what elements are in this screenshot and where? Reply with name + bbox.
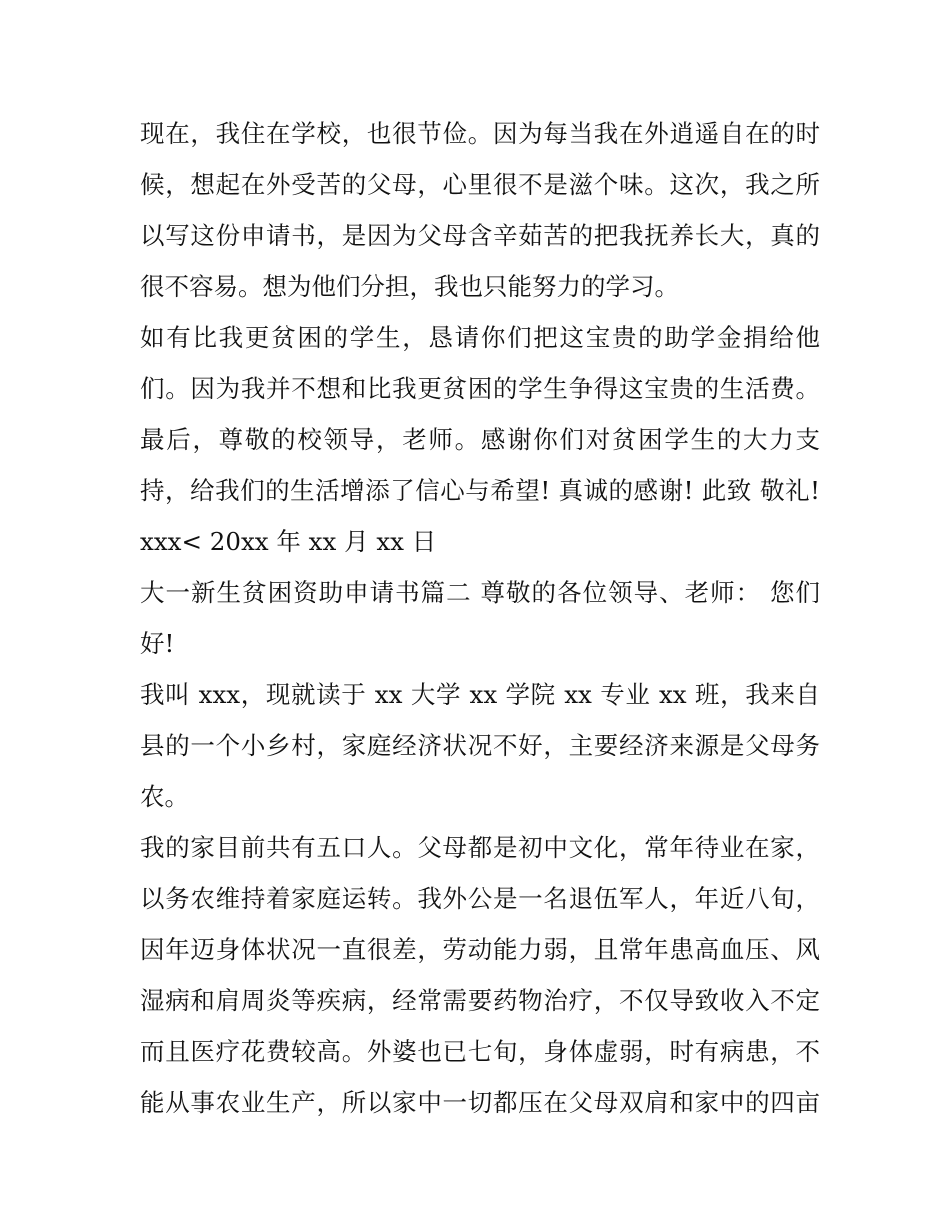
text-line: 们。因为我并不想和比我更贫困的学生争得这宝贵的生活费。 (140, 374, 820, 403)
text-line: 最后，尊敬的校领导，老师。感谢你们对贫困学生的大力支 (140, 425, 820, 454)
text-line: 县的一个小乡村，家庭经济状况不好，主要经济来源是父母务 (140, 731, 820, 760)
text-line: 以务农维持着家庭运转。我外公是一名退伍军人，年近八旬， (140, 884, 820, 913)
document-body (140, 108, 820, 1128)
text-line: 我的家目前共有五口人。父母都是初中文化，常年待业在家， (140, 833, 820, 862)
text-line: 以写这份申请书，是因为父母含辛茹苦的把我抚养长大，真的 (140, 221, 820, 250)
text-line: 很不容易。想为他们分担，我也只能努力的学习。 (140, 272, 679, 301)
text-line: 因年迈身体状况一直很差，劳动能力弱，且常年患高血压、风 (140, 935, 820, 964)
text-line: 大一新生贫困资助申请书篇二 尊敬的各位领导、老师： 您们 (140, 578, 820, 607)
text-line: 农。 (140, 782, 189, 811)
text-line: 如有比我更贫困的学生，恳请你们把这宝贵的助学金捐给他 (140, 323, 820, 352)
text-line: 能从事农业生产，所以家中一切都压在父母双肩和家中的四亩 (140, 1088, 820, 1117)
text-line: 持，给我们的生活增添了信心与希望! 真诚的感谢! 此致 敬礼! (140, 476, 820, 505)
text-line: 我叫 xxx，现就读于 xx 大学 xx 学院 xx 专业 xx 班，我来自 (140, 680, 820, 709)
text-line: xxx< 20xx 年 xx 月 xx 日 (140, 527, 437, 556)
text-line: 好! (140, 629, 175, 658)
text-line: 现在，我住在学校，也很节俭。因为每当我在外逍遥自在的时 (140, 119, 820, 148)
text-line: 候，想起在外受苦的父母，心里很不是滋个味。这次，我之所 (140, 170, 820, 199)
text-line: 湿病和肩周炎等疾病，经常需要药物治疗，不仅导致收入不定 (140, 986, 820, 1015)
text-line: 而且医疗花费较高。外婆也已七旬，身体虚弱，时有病患，不 (140, 1037, 820, 1066)
